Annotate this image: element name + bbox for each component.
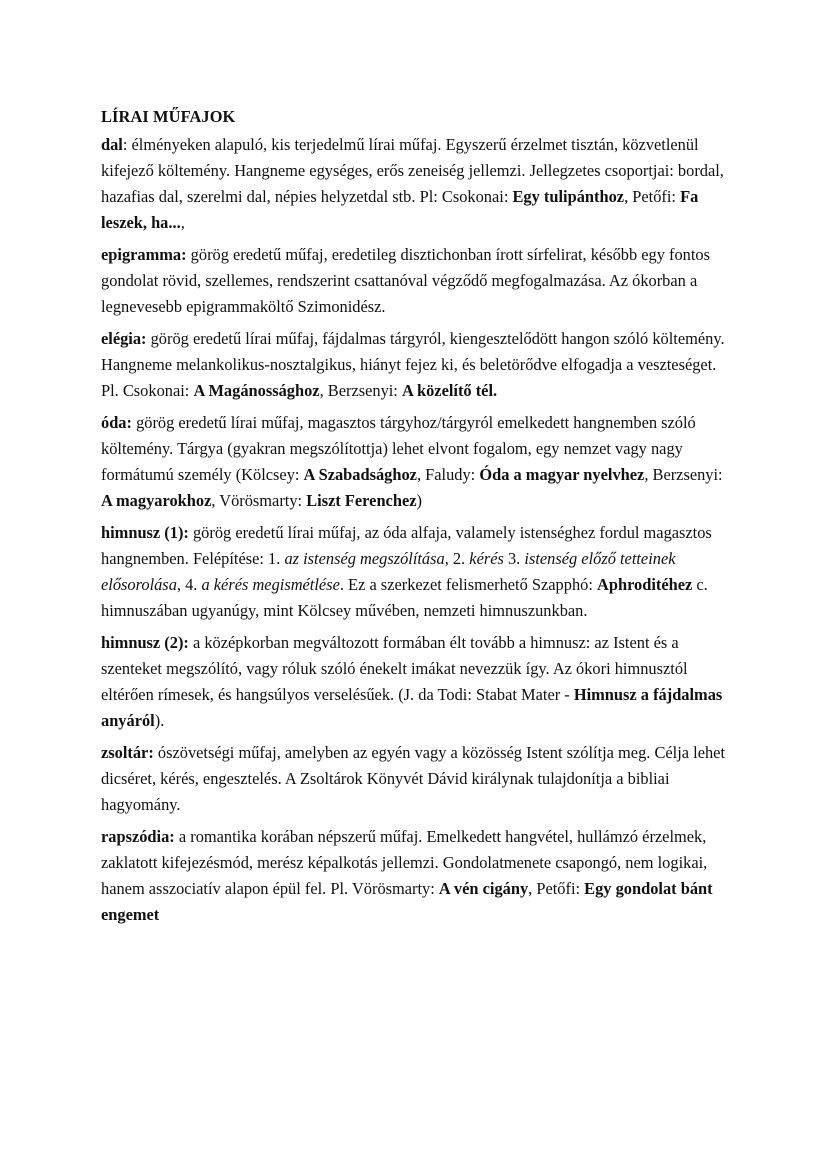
work-title: A Szabadsághoz xyxy=(303,465,417,484)
work-title: Óda a magyar nyelvhez xyxy=(479,465,645,484)
glossary-entry xyxy=(101,326,728,404)
glossary-entry xyxy=(101,410,728,514)
entry-text: ). xyxy=(154,711,165,730)
entry-text: c. himnuszában ugyanúgy, mint Kölcsey művében, nemzeti himnuszunkban. xyxy=(101,575,708,620)
entry-text: , xyxy=(180,213,185,232)
entry-term: rapszódia: xyxy=(101,827,175,846)
work-title: Aphroditéhez xyxy=(597,575,693,594)
glossary-entry xyxy=(101,630,728,734)
entry-term: himnusz (1): xyxy=(101,523,189,542)
entry-text: , Petőfi: xyxy=(528,879,585,898)
work-title: Himnusz a fájdalmas anyáról xyxy=(101,685,723,730)
work-title: Egy gondolat bánt engemet xyxy=(101,879,713,924)
entry-text: . Ez a szerkezet felismerhető Szapphó: xyxy=(339,575,597,594)
entry-text: 3. xyxy=(503,549,525,568)
glossary-entry xyxy=(101,520,728,624)
glossary-entry xyxy=(101,242,728,320)
glossary-entry xyxy=(101,740,728,818)
work-title: A vén cigány xyxy=(438,879,529,898)
work-title: A közelítő tél. xyxy=(401,381,498,400)
entry-text: görög eredetű műfaj, eredetileg disztichonban írott sírfelirat, később egy fontos gondolat rövid, szellemes, rendszerint csattanóval végződő megfogalmazása. Az ókorban a legnevesebb epigrammaköltő Szimonidész. xyxy=(101,245,711,316)
entry-text: , Petőfi: xyxy=(624,187,681,206)
entries-list xyxy=(101,132,728,928)
entry-text: a romantika korában népszerű műfaj. Emelkedett hangvétel, hullámzó érzelmek, zaklatott kifejezésmód, merész képalkotás jellemzi. Gondolatmenete csapongó, nem logikai, hanem asszociatív alapon épül fel. Pl. Vörösmarty: xyxy=(101,827,708,898)
entry-text: görög eredetű lírai műfaj, fájdalmas tárgyról, kiengesztelődött hangon szóló költemény. Hangneme melankolikus-nosztalgikus, hiányt fejez ki, és beletörődve elfogadja a veszteséget. Pl. Csokonai: xyxy=(101,329,725,400)
emphasis-text: istenség előző tetteinek elősorolása xyxy=(101,549,676,594)
work-title: Fa leszek, ha... xyxy=(101,187,699,232)
entry-text: , Faludy: xyxy=(416,465,480,484)
glossary-entry xyxy=(101,824,728,928)
entry-text: , Berzsenyi: xyxy=(644,465,723,484)
entry-text: , 4. xyxy=(176,575,202,594)
emphasis-text: a kérés megismétlése xyxy=(201,575,340,594)
entry-term: epigramma: xyxy=(101,245,187,264)
entry-text: , Berzsenyi: xyxy=(319,381,402,400)
work-title: Egy tulipánthoz xyxy=(512,187,625,206)
entry-text: görög eredetű lírai műfaj, az óda alfaja, valamely istenséghez fordul magasztos hangnemben. Felépítése: 1. xyxy=(101,523,712,568)
entry-text: a középkorban megváltozott formában élt tovább a himnusz: az Istent és a szenteket megszólító, vagy róluk szóló énekelt imákat nevezzük így. Az ókori himnusztól eltérően rímesek, és hangsúlyos verselésűek. (J. da Todi: Stabat Mater - xyxy=(101,633,688,704)
emphasis-text: kérés xyxy=(469,549,504,568)
entry-term: óda: xyxy=(101,413,132,432)
entry-text: ) xyxy=(416,491,422,510)
glossary-entry xyxy=(101,132,728,236)
work-title: A magyarokhoz xyxy=(101,491,212,510)
entry-term: elégia: xyxy=(101,329,147,348)
entry-term: zsoltár: xyxy=(101,743,154,762)
entry-text: görög eredetű lírai műfaj, magasztos tárgyhoz/tárgyról emelkedett hangnemben szóló költemény. Tárgya (gyakran megszólítottja) lehet elvont fogalom, egy nemzet vagy nagy formátumú személy (Kölcsey: xyxy=(101,413,696,484)
entry-text: , Vörösmarty: xyxy=(211,491,307,510)
document-title: LÍRAI MŰFAJOK xyxy=(101,107,236,126)
entry-text: , 2. xyxy=(444,549,470,568)
work-title: A Magánossághoz xyxy=(193,381,320,400)
entry-text: : élményeken alapuló, kis terjedelmű lírai műfaj. Egyszerű érzelmet tisztán, közvetlenül kifejező költemény. Hangneme egységes, erős zeneiség jellemzi. Jellegzetes csoportjai: bordal, hazafias dal, szerelmi dal, népies helyzetdal stb. Pl: Csokonai: xyxy=(101,135,724,206)
entry-term: himnusz (2): xyxy=(101,633,189,652)
work-title: Liszt Ferenchez xyxy=(306,491,417,510)
entry-term: dal xyxy=(101,135,123,154)
emphasis-text: az istenség megszólítása xyxy=(284,549,445,568)
entry-text: ószövetségi műfaj, amelyben az egyén vagy a közösség Istent szólítja meg. Célja lehet dicséret, kérés, engesztelés. A Zsoltárok Könyvét Dávid királynak tulajdonítja a bibliai hagyomány. xyxy=(101,743,726,814)
